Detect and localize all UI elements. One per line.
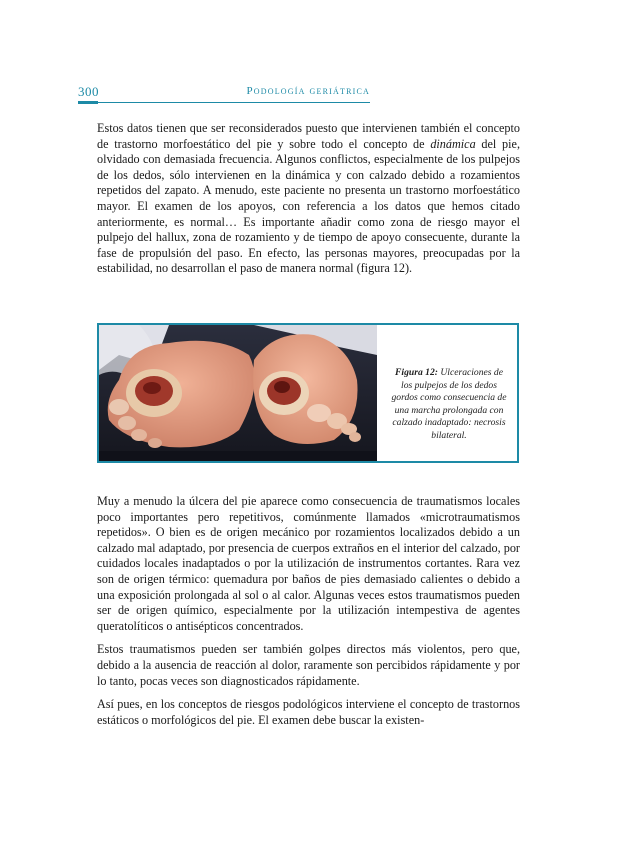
figure-12 xyxy=(97,323,519,463)
paragraph-1-emphasis: dinámica xyxy=(430,136,476,151)
page-number: 300 xyxy=(78,84,99,99)
paragraph-3: Estos traumatismos pueden ser también golpes directos más violentos, pero que, debido a la ausencia de reacción al dolor, raramente son percibidos rápidamente y por lo tanto, pocas veces son diagnosticados rápidamente. xyxy=(97,642,520,688)
feet-ulcer-photo xyxy=(99,325,377,461)
figure-caption-text: Ulceraciones de los pulpejos de los dedos gordos como consecuencia de una marcha prolongada con calzado inadaptado: necrosis bilateral. xyxy=(391,367,507,441)
paragraph-1-part-2: del pie, olvidado con demasiada frecuencia. Algunos conflictos, especialmente de los pulpejos de los dedos, sólo intervienen en la dinámica y con calzado debido a rozamientos repetidos del zapato. A menudo, este paciente no presenta un trastorno morfoestático mayor. El examen de los apoyos, con referencia a los datos que hemos citado anteriormente, es normal… Es importante añadir como zona de riesgo mayor el pulpejo del hallux, zona de rozamiento y de tiempo de apoyo consecuente, durante la fase de propulsión del paso. En efecto, las personas mayores, preocupadas por la estabilidad, no desarrollan el paso de manera normal (figura 12). xyxy=(97,136,520,276)
running-header xyxy=(78,84,370,104)
paragraph-1-part-1: Estos datos tienen que ser reconsiderados puesto que intervienen también el concepto de trastorno morfoestático del pie y sobre todo el concepto de xyxy=(97,121,520,151)
header-rule xyxy=(78,102,370,103)
feet-illustration xyxy=(99,325,377,461)
body-text-bottom xyxy=(97,494,520,736)
paragraph-1 xyxy=(97,121,520,277)
body-text-top xyxy=(97,121,520,277)
paragraph-2: Muy a menudo la úlcera del pie aparece como consecuencia de traumatismos locales poco importantes pero repetitivos, comúnmente llamados «microtraumatismos repetidos». O bien es de origen mecánico por rozamientos localizados debido a un calzado mal adaptado, por presencia de cuerpos extraños en el interior del calzado, por cuidados locales inadaptados o por la utilización de instrumentos cortantes. Rara vez son de origen térmico: quemadura por baños de pies demasiado calientes o debido a una exposición prolongada al sol o al calor. Algunas veces estos traumatismos pueden ser de origen químico, especialmente por la utilización intempestiva de agentes queratolíticos o antisépticos concentrados. xyxy=(97,494,520,633)
figure-caption xyxy=(389,367,509,443)
running-title: Podología geriátrica xyxy=(246,85,370,97)
paragraph-4: Así pues, en los conceptos de riesgos podológicos interviene el concepto de trastornos estáticos o morfológicos del pie. El examen debe buscar la existen- xyxy=(97,697,520,727)
figure-label: Figura 12: xyxy=(395,367,438,378)
header-rule-accent xyxy=(78,101,98,104)
